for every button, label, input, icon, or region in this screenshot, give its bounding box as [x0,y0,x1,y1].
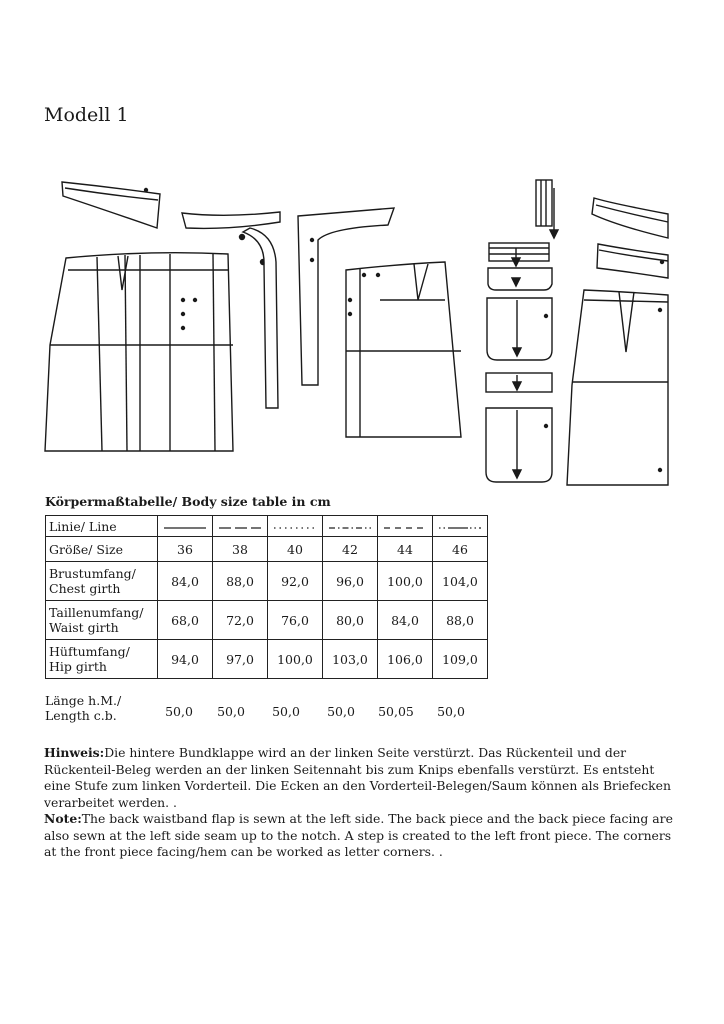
table-cell: 88,0 [433,601,488,640]
table-cell: 88,0 [213,562,268,601]
notes-section [44,745,684,861]
table-cell: 68,0 [158,601,213,640]
row-label: Taillenumfang/ Waist girth [46,601,158,640]
hinweis-paragraph [44,745,684,811]
note-label: Note: [44,811,82,826]
front-skirt-piece [346,262,461,437]
pocket-bag-1 [487,298,552,360]
length-cell: 50,0 [165,704,193,719]
table-cell: 106,0 [378,640,433,679]
waistband-piece-3 [592,198,668,238]
size-cell: 36 [158,537,213,562]
size-cell: 46 [433,537,488,562]
table-row-hip [46,640,488,679]
pattern-pieces-illustration [0,0,724,490]
note-text: The back waistband flap is sewn at the left side. The back piece and the back piece facing are also sewn at the left side seam up to the notch. A step is created to the left front piece. The corners at the front piece facing/hem can be worked as letter corners. . [44,811,673,859]
table-cell: 72,0 [213,601,268,640]
table-cell: 84,0 [378,601,433,640]
length-cell: 50,05 [378,704,414,719]
length-label: Länge h.M./ Length c.b. [45,693,122,723]
pocket-welt [486,373,552,392]
table-row-sizes [46,537,488,562]
row-label: Hüftumfang/ Hip girth [46,640,158,679]
line-label: Linie/ Line [46,516,158,537]
pocket-bag-2 [486,408,552,482]
size-label: Größe/ Size [46,537,158,562]
length-cell: 50,0 [327,704,355,719]
front-skirt-piece-2 [567,290,668,485]
table-cell: 76,0 [268,601,323,640]
table-cell: 103,0 [323,640,378,679]
front-facing-piece [243,228,278,408]
line-style-dash-short [378,516,433,537]
size-cell: 38 [213,537,268,562]
table-cell: 94,0 [158,640,213,679]
page-title: Modell 1 [44,104,129,126]
size-cell: 42 [323,537,378,562]
table-row-waist [46,601,488,640]
line-style-dot-dash [433,516,488,537]
hinweis-text: Die hintere Bundklappe wird an der linken Seite verstürzt. Das Rückenteil und der Rückenteil-Beleg werden an der linken Seitennaht bis zum Knips ebenfalls verstürzt. Es entsteht eine Stufe zum linken Vorderteil. Die Ecken an den Vorderteil-Belegen/Saum können als Briefecken verarbeitet werden. . [44,745,671,810]
length-cell: 50,0 [437,704,465,719]
table-cell: 80,0 [323,601,378,640]
table-cell: 97,0 [213,640,268,679]
waistband-piece-1 [62,182,160,228]
table-cell: 104,0 [433,562,488,601]
waistband-piece-4 [597,244,668,278]
table-cell: 96,0 [323,562,378,601]
length-cell: 50,0 [272,704,300,719]
size-cell: 44 [378,537,433,562]
table-cell: 92,0 [268,562,323,601]
belt-loop-strip [536,180,558,238]
body-size-table [45,515,488,679]
pocket-band-top [489,243,549,266]
note-paragraph [44,811,684,861]
hinweis-label: Hinweis: [44,745,105,760]
line-style-solid [158,516,213,537]
row-label: Brustumfang/ Chest girth [46,562,158,601]
table-row-chest [46,562,488,601]
pocket-flap [488,268,552,290]
table-heading: Körpermaßtabelle/ Body size table in cm [45,494,331,509]
line-style-dash-dot [323,516,378,537]
table-cell: 84,0 [158,562,213,601]
line-style-dash-long [213,516,268,537]
table-cell: 100,0 [268,640,323,679]
size-cell: 40 [268,537,323,562]
table-row-line-styles [46,516,488,537]
table-cell: 100,0 [378,562,433,601]
back-skirt-piece [45,253,233,451]
length-cell: 50,0 [217,704,245,719]
table-cell: 109,0 [433,640,488,679]
line-style-dotted [268,516,323,537]
